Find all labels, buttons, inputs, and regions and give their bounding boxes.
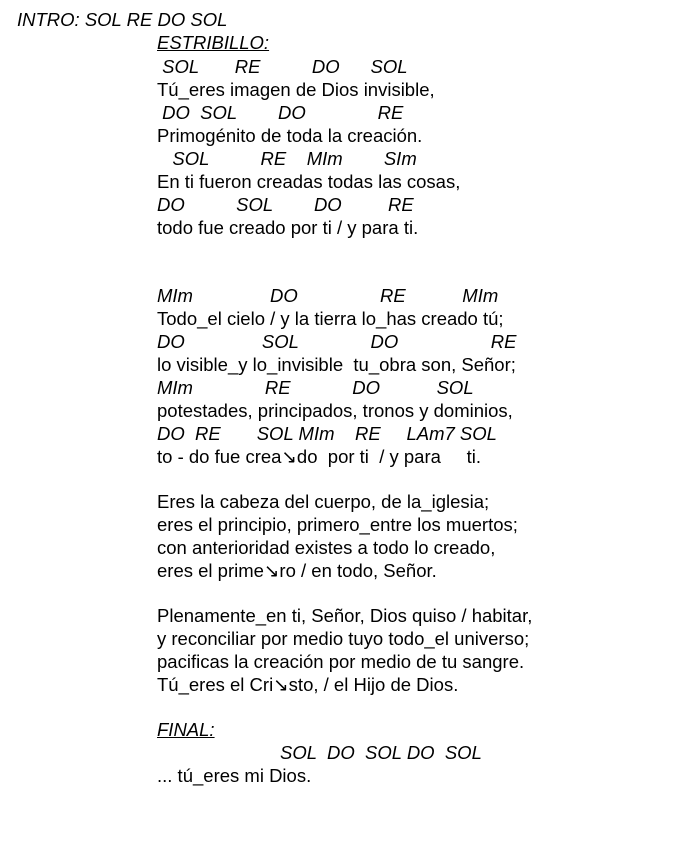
verse2-lyric-line: con anterioridad existes a todo lo creado,	[157, 537, 496, 558]
verse1-chord-line: MIm RE DO SOL	[157, 377, 474, 398]
verse2-lyric-line: eres el prime↘ro / en todo, Señor.	[157, 560, 437, 581]
verse1-chord-line: MIm DO RE MIm	[157, 285, 499, 306]
verse3-lyric-line: y reconciliar por medio tuyo todo_el universo;	[157, 628, 530, 649]
estribillo-lyric-line: Primogénito de toda la creación.	[157, 125, 423, 146]
verse1-lyric-line: Todo_el cielo / y la tierra lo_has creado tú;	[157, 308, 504, 329]
estribillo-lyric-line: Tú_eres imagen de Dios invisible,	[157, 79, 435, 100]
estribillo-chord-line: DO SOL DO RE	[157, 194, 414, 215]
estribillo-chord-line: DO SOL DO RE	[157, 102, 404, 123]
verse3-lyric-line: Plenamente_en ti, Señor, Dios quiso / habitar,	[157, 605, 533, 626]
estribillo-chord-line: SOL RE MIm SIm	[157, 148, 417, 169]
verse2-lyric-line: Eres la cabeza del cuerpo, de la_iglesia;	[157, 491, 490, 512]
estribillo-chord-line: SOL RE DO SOL	[157, 56, 408, 77]
intro-line: INTRO: SOL RE DO SOL	[17, 9, 228, 30]
verse2-lyric-line: eres el principio, primero_entre los muertos;	[157, 514, 518, 535]
verse1-chord-line: DO SOL DO RE	[157, 331, 517, 352]
verse1-lyric-line: potestades, principados, tronos y dominios,	[157, 400, 513, 421]
verse3-lyric-line: pacificas la creación por medio de tu sangre.	[157, 651, 525, 672]
final-lyric-line: ... tú_eres mi Dios.	[157, 765, 312, 786]
estribillo-heading: ESTRIBILLO:	[157, 32, 270, 53]
estribillo-lyric-line: todo fue creado por ti / y para ti.	[157, 217, 419, 238]
verse3-lyric-line: Tú_eres el Cri↘sto, / el Hijo de Dios.	[157, 674, 459, 695]
final-heading: FINAL:	[157, 719, 215, 740]
verse1-chord-line: DO RE SOL MIm RE LAm7 SOL	[157, 423, 497, 444]
final-chord-line: SOL DO SOL DO SOL	[280, 742, 482, 763]
verse1-lyric-line: lo visible_y lo_invisible tu_obra son, Señor;	[157, 354, 516, 375]
estribillo-lyric-line: En ti fueron creadas todas las cosas,	[157, 171, 461, 192]
verse1-lyric-line: to - do fue crea↘do por ti / y para ti.	[157, 446, 481, 467]
